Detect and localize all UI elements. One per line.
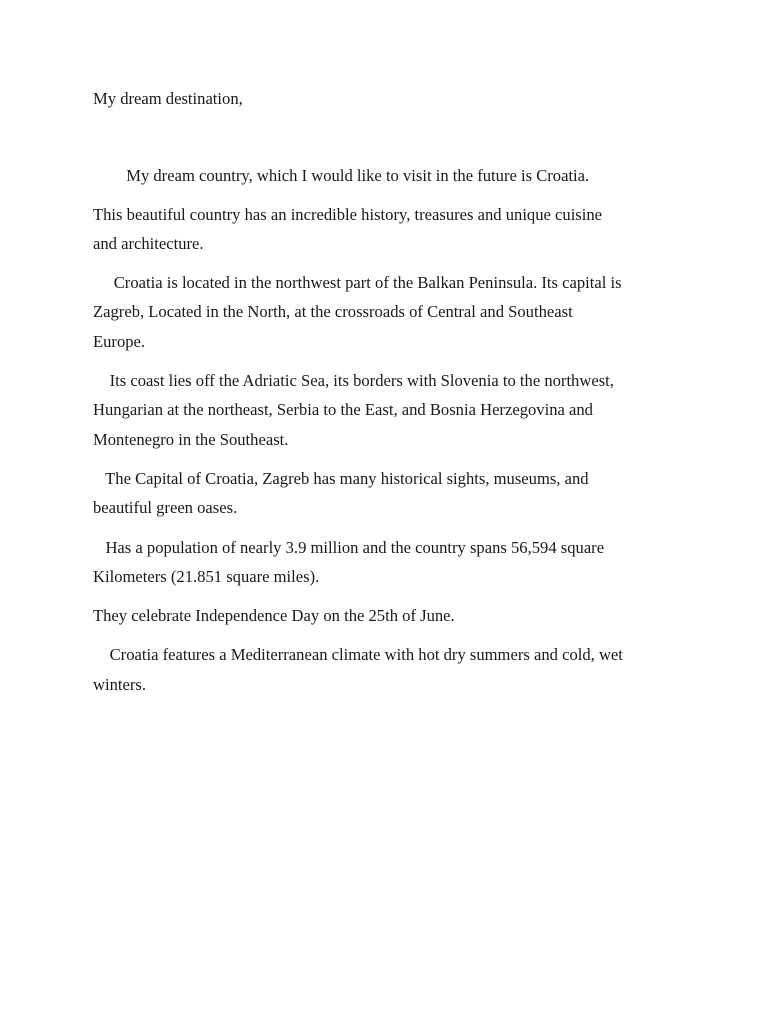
paragraph-line: Zagreb, Located in the North, at the crossroads of Central and Southeast bbox=[93, 302, 573, 321]
paragraph-line: Its coast lies off the Adriatic Sea, its borders with Slovenia to the northwest, bbox=[93, 371, 614, 390]
paragraph-line: beautiful green oases. bbox=[93, 498, 238, 517]
paragraph-line: Kilometers (21.851 square miles). bbox=[93, 567, 320, 586]
salutation: My dream destination, bbox=[93, 89, 243, 108]
paragraph-line: My dream country, which I would like to visit in the future is Croatia. bbox=[93, 166, 590, 185]
paragraph-line: Montenegro in the Southeast. bbox=[93, 430, 289, 449]
paragraph-line: Hungarian at the northeast, Serbia to the East, and Bosnia Herzegovina and bbox=[93, 400, 593, 419]
paragraph-line: Has a population of nearly 3.9 million and the country spans 56,594 square bbox=[93, 538, 605, 557]
paragraph-line: Croatia is located in the northwest part of the Balkan Peninsula. Its capital is bbox=[93, 273, 622, 292]
paragraph-line: The Capital of Croatia, Zagreb has many historical sights, museums, and bbox=[93, 469, 589, 488]
paragraph-line: Croatia features a Mediterranean climate with hot dry summers and cold, wet bbox=[93, 645, 623, 664]
paragraph-line: This beautiful country has an incredible history, treasures and unique cuisine bbox=[93, 205, 603, 224]
paragraph-line: winters. bbox=[93, 675, 146, 694]
paragraph-line: Europe. bbox=[93, 332, 146, 351]
paragraph-line: They celebrate Independence Day on the 25th of June. bbox=[93, 606, 455, 625]
paragraph-line: and architecture. bbox=[93, 234, 204, 253]
